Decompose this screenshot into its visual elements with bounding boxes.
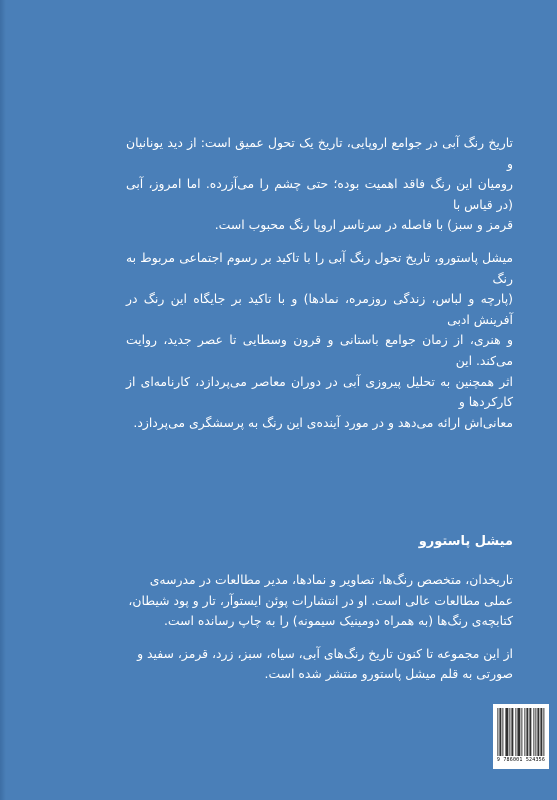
isbn-number: 9 786001 524356 [496,757,546,763]
author-bio [126,531,513,697]
book-description [126,133,513,445]
author-name: میشل پاستورو [418,534,513,549]
barcode-icon [497,708,545,756]
spine-edge [0,0,6,800]
description-paragraph-1: تاریخ رنگ آبی در جوامع اروپایی، تاریخ یک تحول عمیق است: از دید یونانیان و رومیان این رنگ فاقد اهمیت بوده؛ حتی چشم را می‌آزرده. اما امروز، آبی (در قیاس با قرمز و سبز) با فاصله در سرتاسر اروپا رنگ محبوب است. [126,135,513,233]
isbn-barcode [493,704,549,769]
author-bio-paragraph-2: از این مجموعه تا کنون تاریخ رنگ‌های آبی، سیاه، سبز، زرد، قرمز، سفید و صورتی به قلم میشل پاستورو منتشر شده است. [137,645,513,682]
description-paragraph-2: میشل پاستورو، تاریخ تحول رنگ آبی را با تاکید بر رسوم اجتماعی مربوط به رنگ (پارچه و لباس، زندگی روزمره، نمادها) و با تاکید بر جایگاه این رنگ در آفرینش ادبی و هنری، از زمان جوامع باستانی و قرون وسطایی تا عصر جدید، روایت می‌کند. این اثر همچنین به تحلیل پیروزی آبی در دوران معاصر می‌پردازد، کارنامه‌ای از کارکردها و معانی‌اش ارائه می‌دهد و در مورد آینده‌ی این رنگ به پرسشگری می‌پردازد. [126,249,513,430]
author-bio-paragraph-1: تاریخدان، متخصص رنگ‌ها، تصاویر و نمادها، مدیر مطالعات در مدرسه‌ی عملی مطالعات عالی است. او در انتشارات پوئن ایستوآر، تار و پود شیطان، کتابچه‌ی رنگ‌ها (به همراه دومینیک سیمونه) را به چاپ رسانده است. [128,572,513,629]
